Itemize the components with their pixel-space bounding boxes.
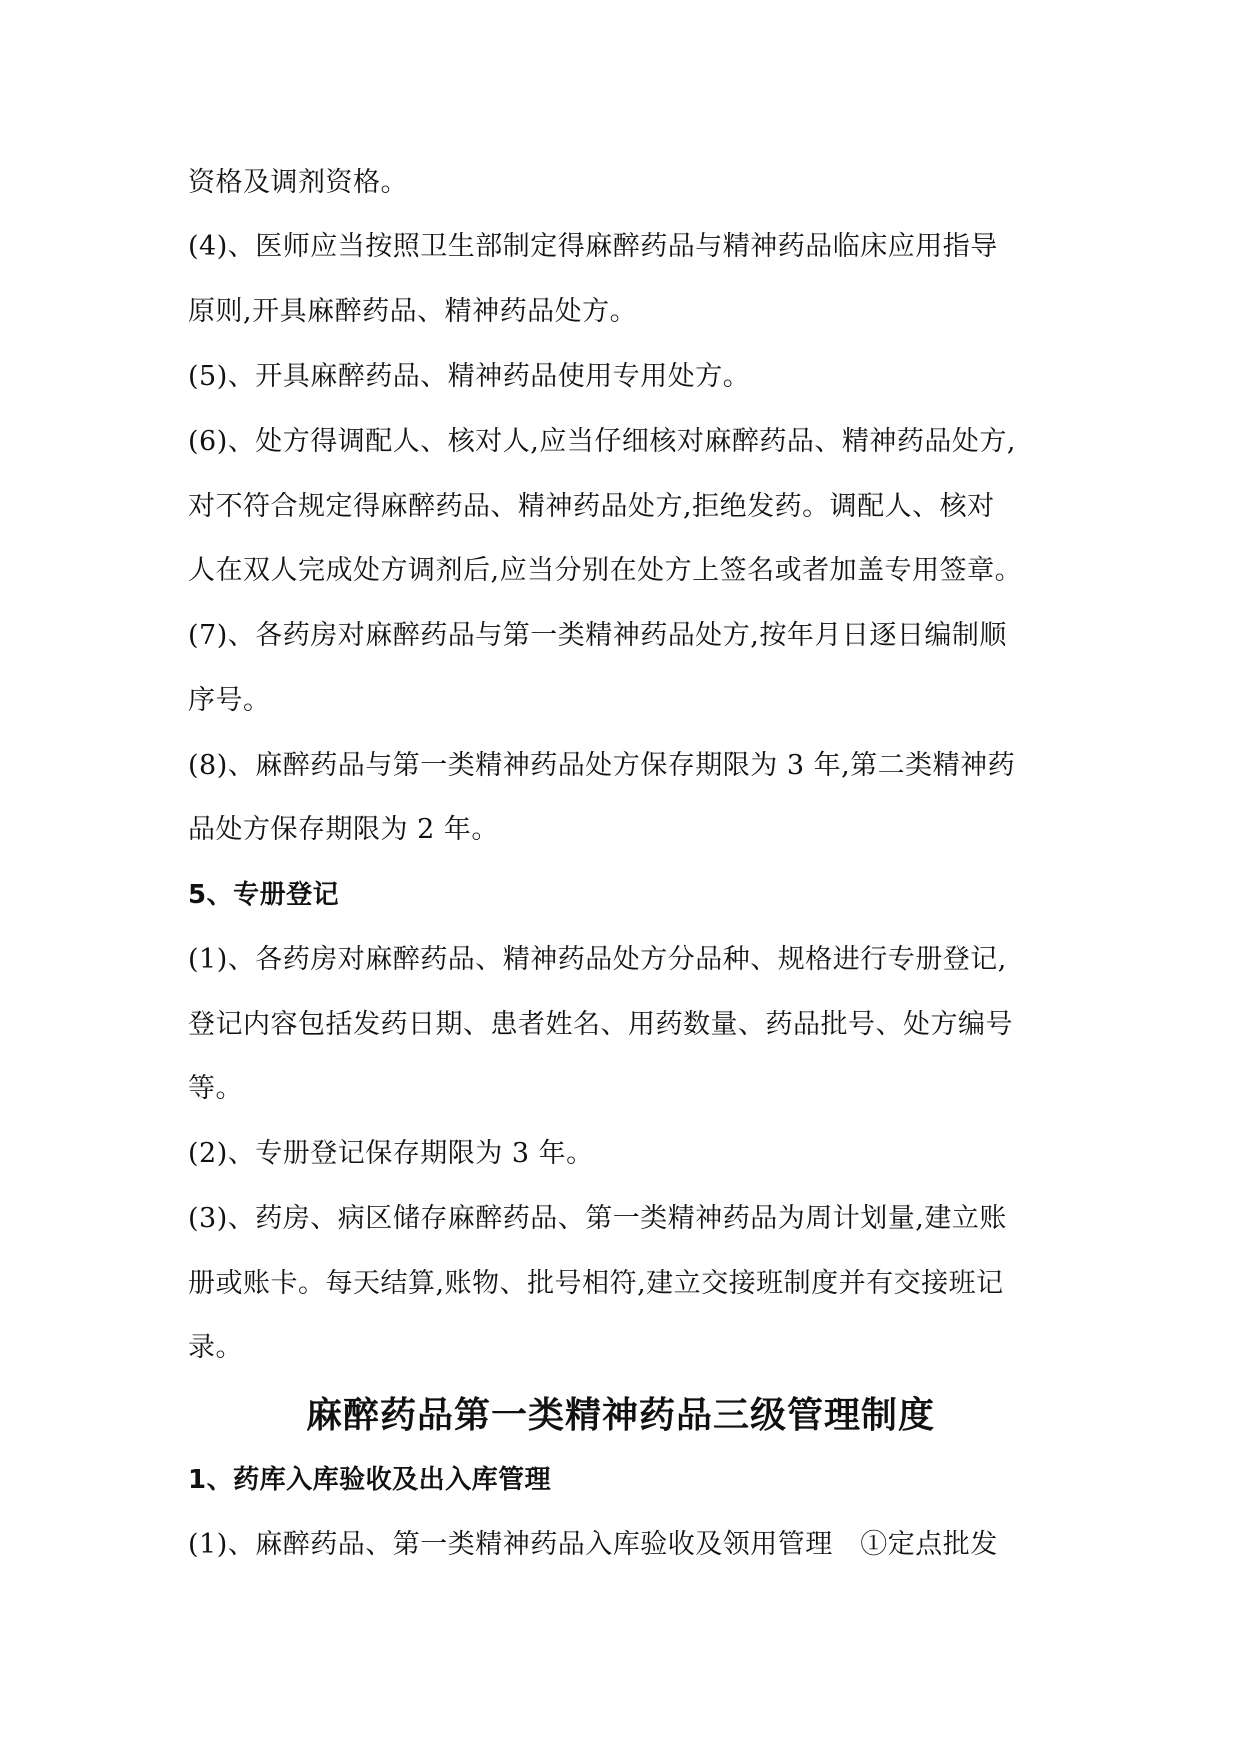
text-line: (7)、各药房对麻醉药品与第一类精神药品处方,按年月日逐日编制顺 xyxy=(188,620,1007,651)
document-title: 麻醉药品第一类精神药品三级管理制度 xyxy=(305,1395,935,1436)
text-line: 人在双人完成处方调剂后,应当分别在处方上签名或者加盖专用签章。 xyxy=(188,555,1023,586)
text-line: 原则,开具麻醉药品、精神药品处方。 xyxy=(188,296,638,327)
text-line: (3)、药房、病区储存麻醉药品、第一类精神药品为周计划量,建立账 xyxy=(188,1203,1007,1234)
section-heading: 5、专册登记 xyxy=(188,880,340,910)
text-line: 册或账卡。每天结算,账物、批号相符,建立交接班制度并有交接班记 xyxy=(188,1268,1004,1299)
text-line: (1)、麻醉药品、第一类精神药品入库验收及领用管理 ①定点批发 xyxy=(188,1529,998,1560)
text-line: 登记内容包括发药日期、患者姓名、用药数量、药品批号、处方编号 xyxy=(188,1009,1013,1040)
text-line: 序号。 xyxy=(188,685,271,716)
text-line: 资格及调剂资格。 xyxy=(188,167,408,198)
text-line: (1)、各药房对麻醉药品、精神药品处方分品种、规格进行专册登记, xyxy=(188,944,1007,975)
text-line: 等。 xyxy=(188,1073,243,1104)
text-line: (2)、专册登记保存期限为 3 年。 xyxy=(188,1138,594,1169)
section-heading: 1、药库入库验收及出入库管理 xyxy=(188,1465,552,1495)
text-line: 品处方保存期限为 2 年。 xyxy=(188,814,499,845)
text-line: (4)、医师应当按照卫生部制定得麻醉药品与精神药品临床应用指导 xyxy=(188,231,998,262)
text-line: (6)、处方得调配人、核对人,应当仔细核对麻醉药品、精神药品处方, xyxy=(188,426,1016,457)
text-line: 录。 xyxy=(188,1332,243,1363)
text-line: (5)、开具麻醉药品、精神药品使用专用处方。 xyxy=(188,361,751,392)
text-line: (8)、麻醉药品与第一类精神药品处方保存期限为 3 年,第二类精神药 xyxy=(188,750,1016,781)
text-line: 对不符合规定得麻醉药品、精神药品处方,拒绝发药。调配人、核对 xyxy=(188,491,995,522)
